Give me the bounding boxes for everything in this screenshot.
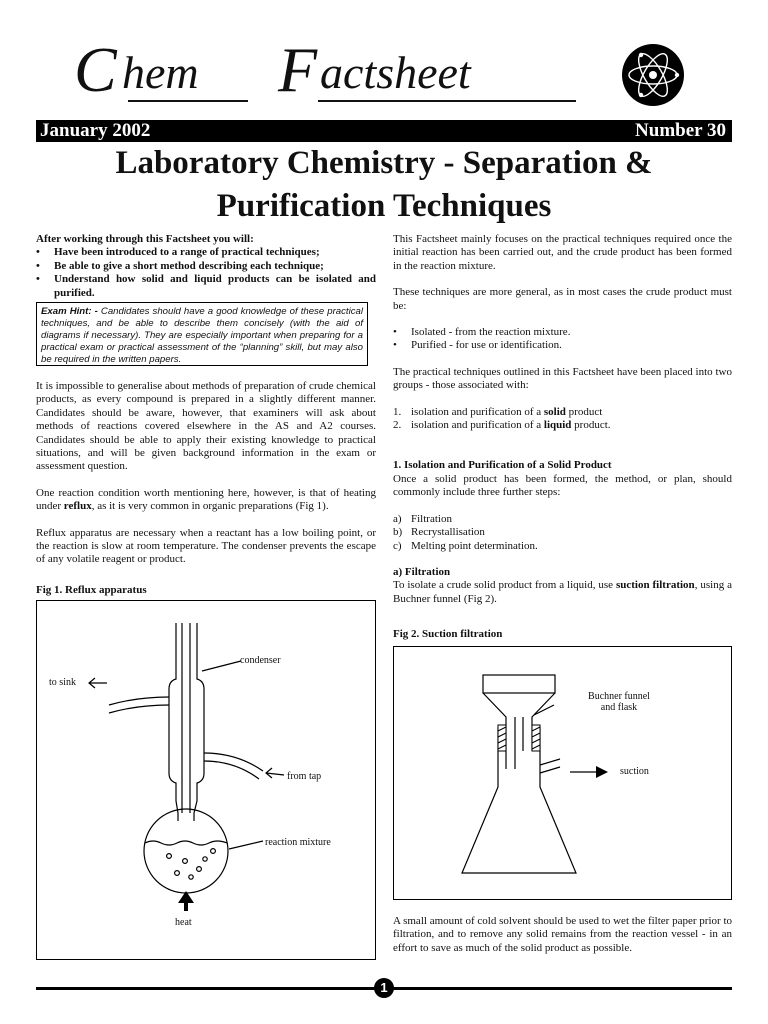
step-item: b) Recrystallisation [393,526,485,539]
closing-paragraph: A small amount of cold solvent should be used to wet the filter paper prior to filtration, and to remove any solid remains from the reaction vessel - in an effort to save as much of the solid product as possible. [393,915,732,954]
label-condenser: condenser [240,655,281,666]
fig1-reflux-diagram [36,600,376,960]
exam-hint-box [36,302,368,366]
label-buchner-funnel: Buchner funnel and flask [588,691,650,713]
body-paragraph: Once a solid product has been formed, the method, or plan, should commonly include three further steps: [393,472,732,499]
list-item: • Purified - for use or identification. [393,339,732,352]
label-from-tap: from tap [287,771,322,782]
reflux-apparatus-drawing [37,601,375,959]
body-paragraph-reflux: One reaction condition worth mentioning here, however, is that of heating under reflux, as it is very common in organic preparations (Fig 1). [36,486,376,513]
objective-item: • Be able to give a short method describing each technique; [36,260,376,273]
learning-objectives [36,233,376,300]
body-paragraph: It is impossible to generalise about methods of preparation of crude chemical products, as every compound is prepared in a slightly different manner. Candidates should be aware, however, that examiners will ask about methods of reactions covered elsewhere in the AS and A2 courses. Candidates should be able to apply their existing knowledge to practical situations, and will be given background information in the exam or assessment question. [36,380,376,473]
right-body [393,233,732,606]
issue-date: January 2002 [40,120,151,141]
list-item: • Isolated - from the reaction mixture. [393,326,732,339]
fig1-title: Fig 1. Reflux apparatus [36,584,147,596]
logo-letter-f: F [278,34,318,105]
exam-hint-label: Exam Hint: - [41,306,98,317]
section-heading-solid-product: 1. Isolation and Purification of a Solid Product [393,459,612,472]
objective-item: • Understand how solid and liquid products can be isolated and purified. [36,273,376,300]
body-paragraph: This Factsheet mainly focuses on the practical techniques required once the initial reaction has been carried out, and the crude product has been formed in the reaction mixture. [393,233,732,272]
step-item: a) Filtration [393,512,452,525]
date-band [36,120,732,142]
objective-item: • Have been introduced to a range of practical techniques; [36,246,376,259]
buchner-flask-drawing [394,647,731,899]
page-number: 1 [374,978,394,998]
body-paragraph: Reflux apparatus are necessary when a reactant has a low boiling point, or the reaction is slow at room temperature. The condenser prevents the escape of any volatile reagent or product. [36,526,376,566]
fig2-suction-diagram [393,646,732,900]
exam-hint-text: Candidates should have a good knowledge of these practical techniques, and be able to describe them concisely (with the aid of diagrams if necessary). They are especially important when preparing for a practical exam or practical assessment of the “planning” skill, but may also be required in the written papers. [41,306,363,365]
left-body [36,380,376,567]
fig2-title: Fig 2. Suction filtration [393,628,503,640]
body-paragraph: The practical techniques outlined in this Factsheet have been placed into two groups - those associated with: [393,365,732,392]
logo-word-actsheet: actsheet [320,47,471,98]
atom-logo-icon [621,43,685,107]
logo-word-hem: hem [122,47,199,98]
label-to-sink: to sink [49,677,76,688]
label-heat: heat [175,917,192,928]
logo-underline-right [318,100,576,102]
page-title-line-2: Purification Techniques [216,188,552,224]
subheading-filtration: a) Filtration [393,565,451,578]
body-paragraph: These techniques are more general, as in most cases the crude product must be: [393,286,732,312]
page-title-line-1: Laboratory Chemistry - Separation & [115,145,653,181]
label-reaction-mixture: reaction mixture [265,837,331,848]
logo-underline-left [128,100,248,102]
logo-letter-c: C [74,34,117,105]
body-paragraph-filtration: To isolate a crude solid product from a liquid, use suction filtration, using a Buchner funnel (Fig 2). [393,579,732,605]
list-item-liquid: 2. isolation and purification of a liquid product. [393,419,611,432]
objectives-heading: After working through this Factsheet you will: [36,233,254,245]
list-item-solid: 1. isolation and purification of a solid product [393,405,603,418]
step-item: c) Melting point determination. [393,539,538,552]
issue-number: Number 30 [635,120,726,141]
label-suction: suction [620,766,649,777]
